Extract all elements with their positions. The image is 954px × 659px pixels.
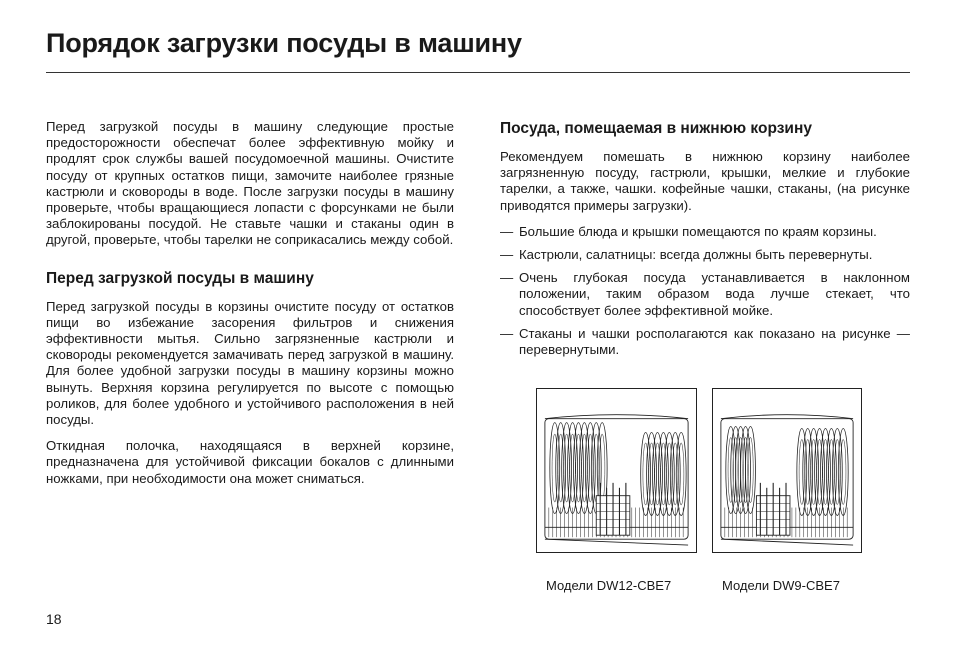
section-heading-lower-basket: Посуда, помещаемая в нижнюю корзину xyxy=(500,120,812,137)
list-item: — Очень глубокая посуда устанавливается в наклонном положении, таким образом вода лучше стекает, что способствует более эффективной мойке. xyxy=(500,270,910,319)
dish-rack-9-icon xyxy=(713,389,861,552)
list-item: — Большие блюда и крышки помещаются по краям корзины. xyxy=(500,224,910,240)
figure-caption-dw9: Модели DW9-CBE7 xyxy=(722,578,840,593)
before-loading-paragraph: Перед загрузкой посуды в корзины очистите посуду от остатков пищи во избежание засорения фильтров и снижения эффективности мытья. Сильно загрязненные кастрюли и сковороды рекомендуется замачивать перед загрузкой в машину. Для более удобной загрузки посуды в машину корзины можно вынуть. Верхняя корзина регулируется по высоте с помощью роликов, для более удобного и устойчивого расположения в ней посуды. xyxy=(46,298,454,428)
figure-caption-dw12: Модели DW12-CBE7 xyxy=(546,578,672,593)
lower-basket-intro: Рекомендуем помешать в нижнюю корзину наиболее загрязненную посуду, гастрюли, крышки, мелкие и глубокие тарелки, а также, чашки. кофейные чашки, стаканы, (на рисунке приводятся примеры загрузки). xyxy=(500,149,910,213)
left-column xyxy=(46,119,454,497)
loading-tips-list xyxy=(500,224,910,358)
intro-paragraph: Перед загрузкой посуды в машину следующие простые предосторожности обеспечат более эффективную мойку и продлят срок службы вашей посудомоечной машины. Очистите посуду от крупных остатков пищи, замочите наиболее грязные кастрюли и сковороды в воде. После загрузки посуды в машину проверьте, чтобы вращающиеся лопасти с форсунками не были заблокированы посудой. Не ставьте чашки и стаканы один в другой, проверьте, чтобы тарелки не соприкасались между собой. xyxy=(46,119,454,248)
list-item: — Кастрюли, салатницы: всегда должны быть перевернуты. xyxy=(500,247,910,263)
right-column xyxy=(500,119,910,365)
list-item: — Стаканы и чашки росполагаются как показано на рисунке — перевернутыми. xyxy=(500,326,910,358)
section-heading-before-loading: Перед загрузкой посуды в машину xyxy=(46,269,314,287)
dish-rack-12-icon xyxy=(537,389,696,552)
basket-illustration-dw9 xyxy=(712,388,862,553)
folding-shelf-paragraph: Откидная полочка, находящаяся в верхней корзине, предназначена для устойчивой фиксации бокалов с длинными ножками, при необходимости она может сниматься. xyxy=(46,438,454,486)
basket-illustration-dw12 xyxy=(536,388,697,553)
title-divider xyxy=(46,72,910,73)
page-number: 18 xyxy=(46,611,62,627)
page-title: Порядок загрузки посуды в машину xyxy=(46,28,522,58)
